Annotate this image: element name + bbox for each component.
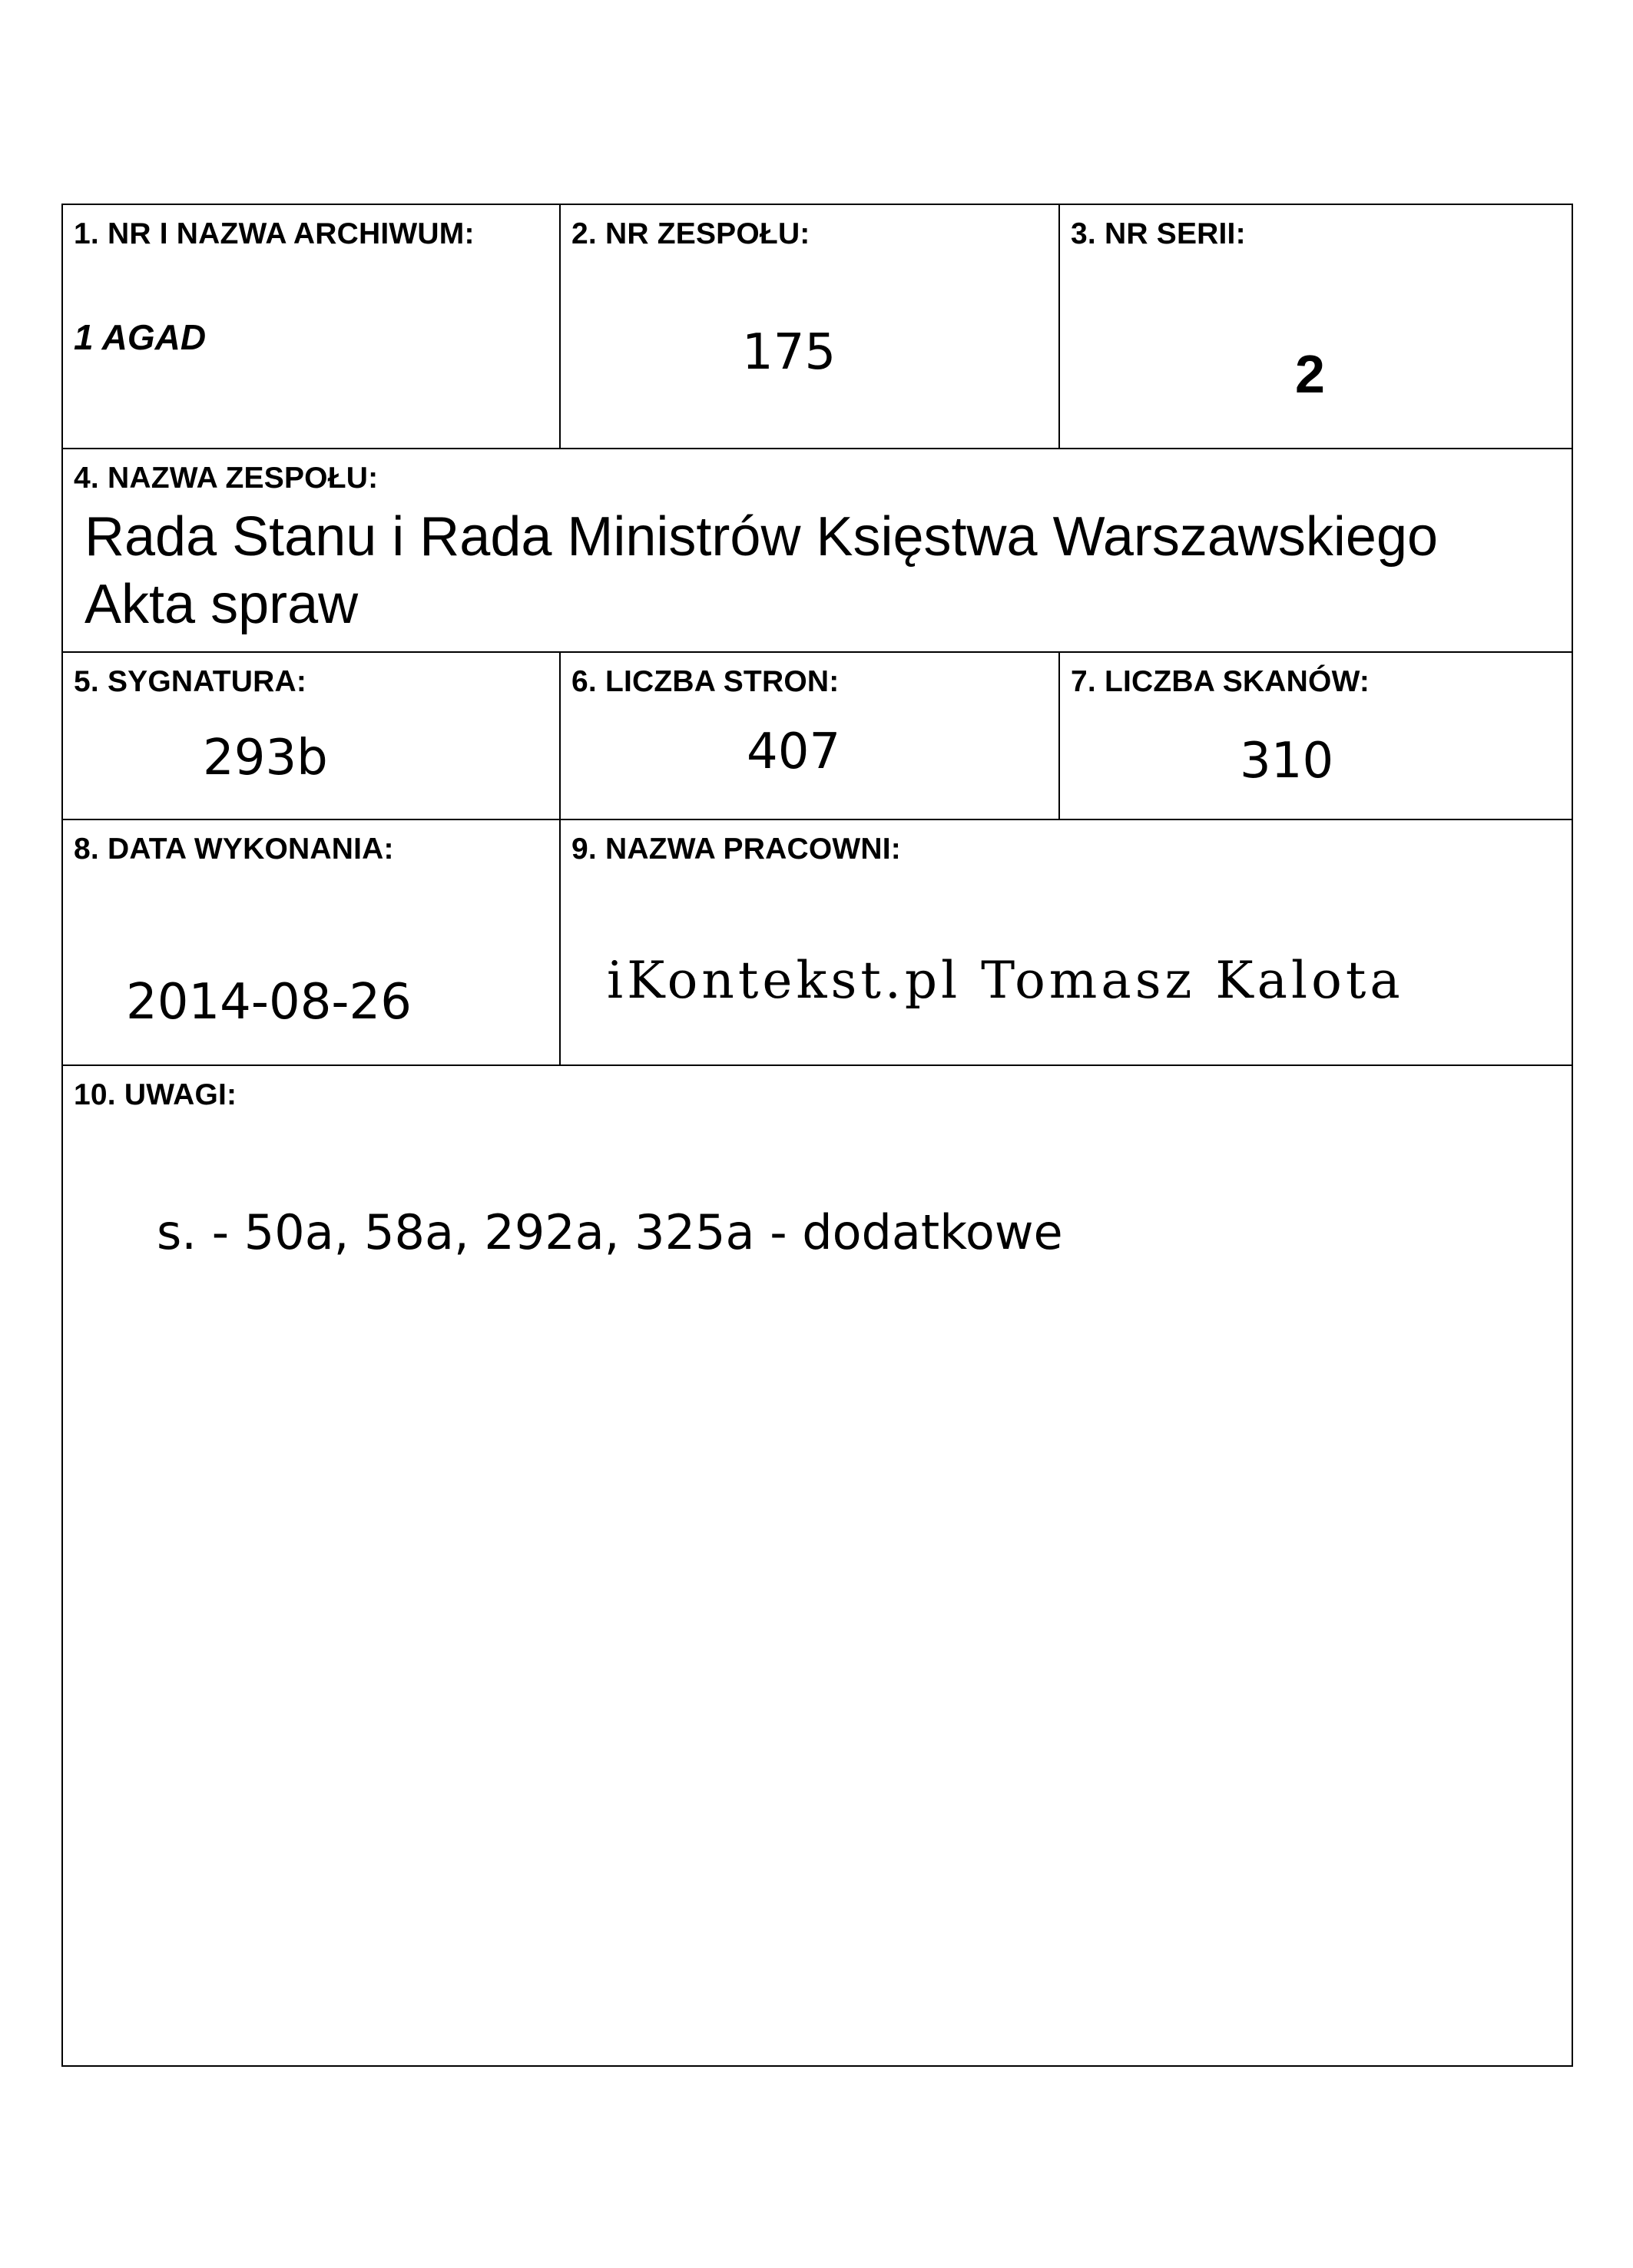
signature-value: 293b <box>203 730 328 786</box>
page-count-label: 6. LICZBA STRON: <box>571 665 840 698</box>
series-number-value: 2 <box>1295 344 1325 404</box>
form-row-3 <box>63 653 1572 820</box>
archive-label: 1. NR I NAZWA ARCHIWUM: <box>74 217 475 250</box>
fonds-name-cell <box>63 449 1572 651</box>
fonds-number-label: 2. NR ZESPOŁU: <box>571 217 810 250</box>
form-row-1 <box>63 205 1572 449</box>
fonds-number-cell <box>561 205 1060 448</box>
studio-label: 9. NAZWA PRACOWNI: <box>571 833 901 866</box>
date-value: 2014-08-26 <box>126 974 412 1031</box>
signature-cell <box>63 653 561 819</box>
signature-label: 5. SYGNATURA: <box>74 665 307 698</box>
fonds-name-label: 4. NAZWA ZESPOŁU: <box>74 462 379 495</box>
notes-label: 10. UWAGI: <box>74 1078 237 1111</box>
studio-cell <box>561 820 1572 1064</box>
form-row-5 <box>63 1066 1572 2065</box>
page-count-value: 407 <box>747 723 841 780</box>
scan-count-value: 310 <box>1240 733 1334 790</box>
notes-value: s. - 50a, 58a, 292a, 325a - dodatkowe <box>157 1204 1063 1260</box>
series-number-label: 3. NR SERII: <box>1071 217 1246 250</box>
date-cell <box>63 820 561 1064</box>
form-row-2 <box>63 449 1572 653</box>
series-number-cell <box>1060 205 1572 448</box>
form-row-4 <box>63 820 1572 1066</box>
page-count-cell <box>561 653 1060 819</box>
archive-cell <box>63 205 561 448</box>
metadata-form <box>61 204 1573 2067</box>
fonds-name-line-1: Rada Stanu i Rada Ministrów Księstwa Warszawskiego <box>84 506 1439 568</box>
notes-cell <box>63 1066 1572 2065</box>
scan-count-cell <box>1060 653 1572 819</box>
scan-count-label: 7. LICZBA SKANÓW: <box>1071 665 1370 698</box>
date-label: 8. DATA WYKONANIA: <box>74 833 394 866</box>
studio-value: iKontekst.pl Tomasz Kalota <box>607 951 1404 1010</box>
archive-value: 1 AGAD <box>74 317 207 357</box>
fonds-number-value: 175 <box>742 324 836 381</box>
fonds-name-line-2: Akta spraw <box>84 574 359 635</box>
